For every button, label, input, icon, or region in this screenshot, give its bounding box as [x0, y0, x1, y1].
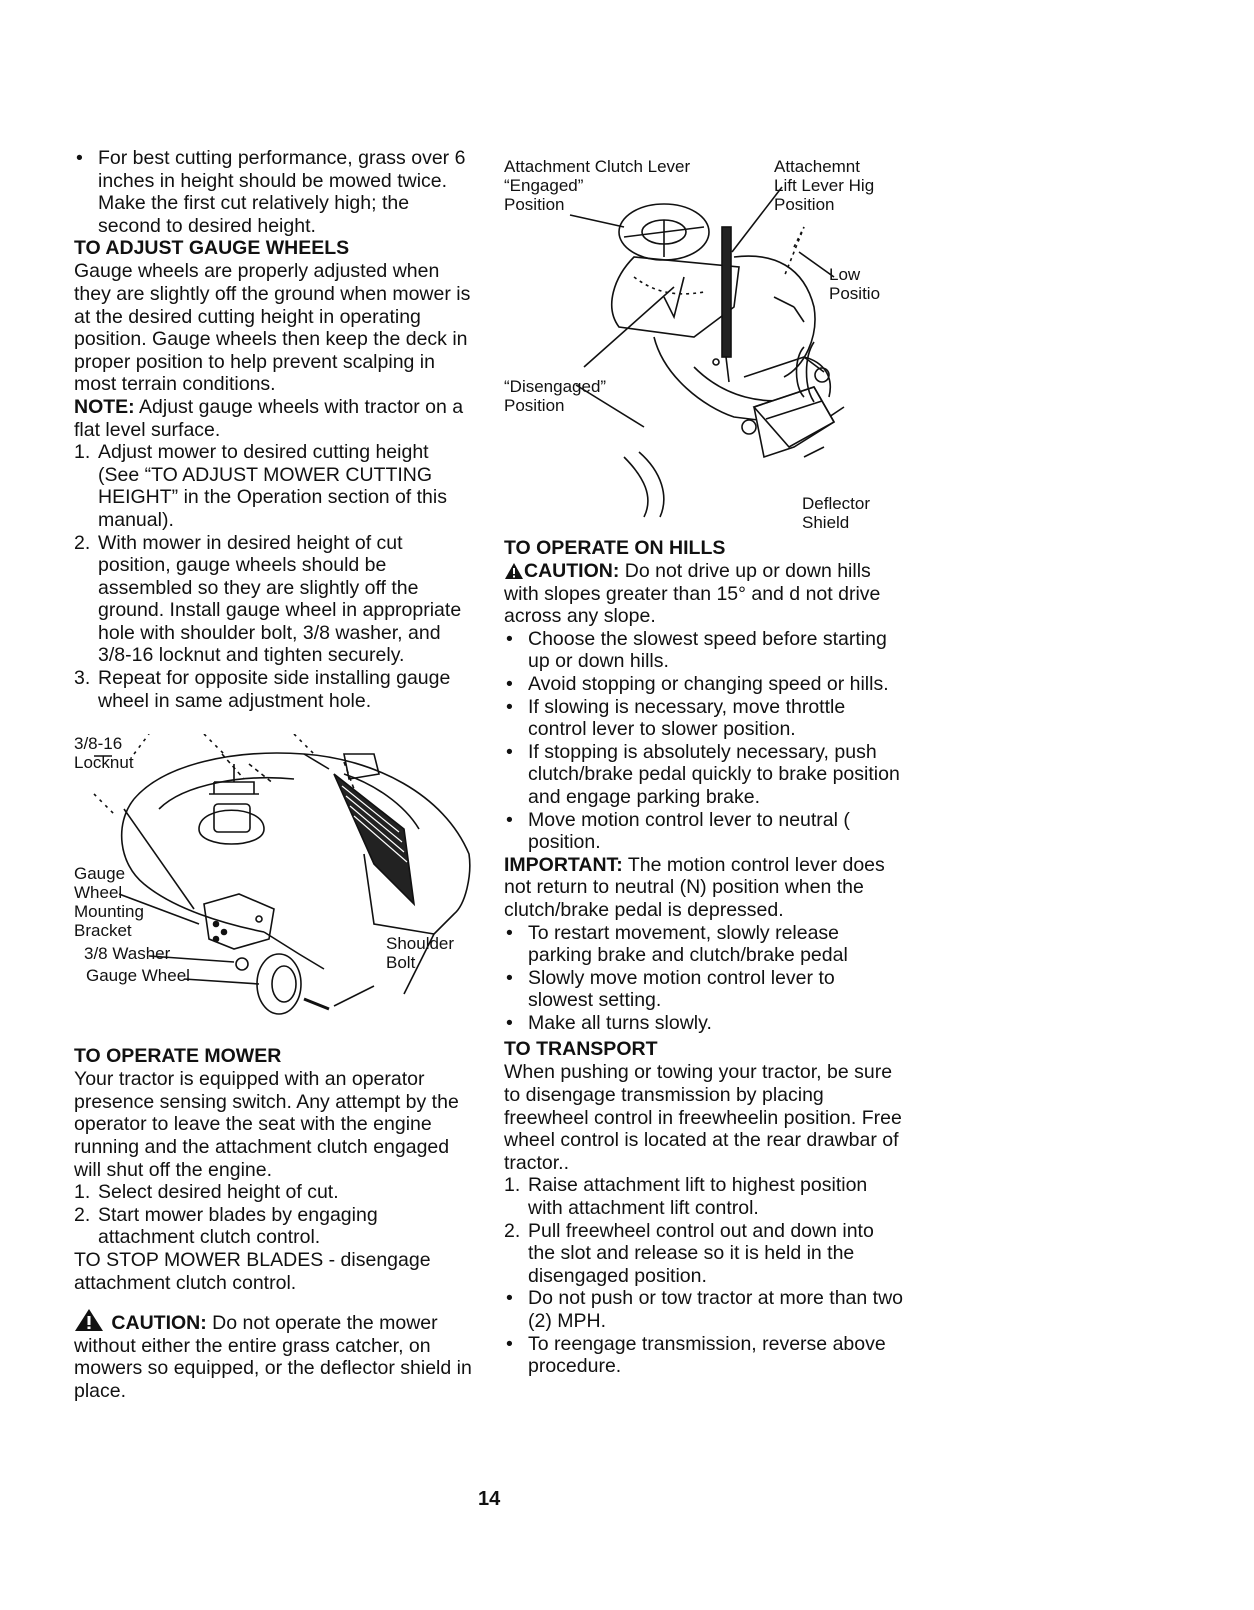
gauge-wheel-label: Gauge Wheel [86, 966, 190, 986]
deflector-shield-label: Deflector Shield [802, 494, 871, 532]
mower-caution [74, 1308, 474, 1402]
tractor-lever-illustration [504, 157, 904, 537]
bullet-icon: • [506, 921, 513, 944]
important-label: IMPORTANT: [504, 853, 623, 876]
right-column [504, 157, 904, 1378]
page-number: 14 [478, 1488, 501, 1510]
shoulder-bolt-label: Shoulder Bolt [386, 934, 455, 973]
bullet-icon: • [506, 740, 513, 763]
hills-caution-label: CAUTION: [524, 560, 620, 582]
gauge-wheels-paragraph: Gauge wheels are properly adjusted when they are slightly off the ground when mower is at the desired cutting height in operating position. Gauge wheels then keep the deck in proper position to help prevent scalping in most terrain conditions. [74, 260, 471, 396]
washer-label: 3/8 Washer [84, 944, 171, 964]
note-text: Adjust gauge wheels with tractor on a flat level surface. [74, 395, 464, 441]
transport-bullet: • To reengage transmission, reverse above procedure. [506, 1332, 886, 1378]
locknut-label: 3/8-16 Locknut [74, 734, 134, 773]
bullet-icon: • [506, 808, 513, 831]
bullet-icon: • [506, 627, 513, 650]
bullet-icon: • [76, 147, 83, 169]
warning-icon [74, 1308, 104, 1332]
note [74, 396, 474, 441]
stop-blades-text: TO STOP MOWER BLADES - disengage attachment clutch control. [74, 1249, 431, 1294]
important-bullet: • Make all turns slowly. [506, 1011, 712, 1034]
bullet-icon: • [506, 1332, 513, 1355]
attachment-lever-figure [504, 157, 904, 537]
operate-mower-paragraph: Your tractor is equipped with an operator presence sensing switch. Any attempt by the operator to leave the seat with the engine running and the attachment clutch engaged will shut off the engine. [74, 1068, 459, 1181]
transport-step-2: 2. Pull freewheel control out and down into the slot and release so it is held in the disengaged position. [504, 1219, 874, 1287]
gauge-step-3: 3. Repeat for opposite side installing gauge wheel in same adjustment hole. [74, 667, 451, 712]
important-bullet: • To restart movement, slowly release parking brake and clutch/brake pedal [506, 921, 848, 967]
lift-lever-label: Attachemnt Lift Lever Hig Position [774, 157, 875, 214]
hills-bullet: • If stopping is absolutely necessary, push clutch/brake pedal quickly to brake position and engage parking brake. [506, 740, 900, 808]
transport-step-1: 1. Raise attachment lift to highest position with attachment lift control. [504, 1174, 868, 1220]
gauge-wheels-heading: TO ADJUST GAUGE WHEELS [74, 237, 350, 260]
mower-step-1: 1. Select desired height of cut. [74, 1181, 339, 1204]
clutch-lever-label: Attachment Clutch Lever “Engaged” Position [504, 157, 691, 214]
hills-caution-text: Do not drive up or down hills with slopes greater than 15° and d not drive across any slope. [504, 560, 881, 628]
hills-bullet: • Avoid stopping or changing speed or hills. [506, 672, 889, 695]
operate-mower-heading: TO OPERATE MOWER [74, 1045, 282, 1068]
mower-step-2: 2. Start mower blades by engaging attachment clutch control. [74, 1203, 378, 1249]
low-position-label: Low Positio [829, 265, 881, 303]
hills-caution [504, 560, 904, 628]
important-bullet: • Slowly move motion control lever to slowest setting. [506, 966, 835, 1012]
gauge-step-2: 2. With mower in desired height of cut position, gauge wheels should be assembled so they are slightly off the ground. Install gauge wheel in appropriate hole with shoulder bolt, 3/8 washer, and 3/8-16 locknut and tighten securely. [74, 531, 462, 667]
important-note [504, 854, 904, 922]
bullet-icon: • [506, 672, 513, 695]
hills-bullet: • If slowing is necessary, move throttle control lever to slower position. [506, 695, 846, 741]
bullet-icon: • [506, 695, 513, 718]
bullet-icon: • [506, 966, 513, 989]
gauge-wheel-figure [74, 734, 474, 1017]
bullet-icon: • [506, 1011, 513, 1034]
hills-bullet: • Choose the slowest speed before starting up or down hills. [506, 627, 887, 673]
transport-bullet: • Do not push or tow tractor at more than two (2) MPH. [506, 1287, 904, 1332]
important-text: The motion control lever does not return to neutral (N) position when the clutch/brake pedal is depressed. [504, 853, 885, 921]
transport-paragraph: When pushing or towing your tractor, be sure to disengage transmission by placing freewheel control in freewheelin position. Free wheel control is located at the rear drawbar of tractor.. [504, 1061, 902, 1174]
intro-bullet: • For best cutting performance, grass over 6 inches in height should be mowed twice. Make the first cut relatively high; the second to desired height. [76, 147, 466, 237]
hills-heading: TO OPERATE ON HILLS [504, 537, 726, 559]
caution-label: CAUTION: [111, 1312, 207, 1335]
transport-heading: TO TRANSPORT [504, 1038, 658, 1061]
note-label: NOTE: [74, 395, 135, 418]
left-column [74, 147, 474, 1403]
hills-bullet: • Move motion control lever to neutral ( position. [506, 808, 850, 854]
warning-icon [504, 562, 524, 580]
bracket-label: Gauge Wheel Mounting Bracket [74, 864, 144, 941]
disengaged-label: “Disengaged” Position [504, 377, 607, 415]
caution-text: Do not operate the mower without either the entire grass catcher, on mowers so equipped, or the deflector shield in place. [74, 1312, 472, 1402]
bullet-icon: • [506, 1287, 513, 1310]
gauge-step-1: 1. Adjust mower to desired cutting height (See “TO ADJUST MOWER CUTTING HEIGHT” in the Operation section of this manual). [74, 441, 447, 531]
